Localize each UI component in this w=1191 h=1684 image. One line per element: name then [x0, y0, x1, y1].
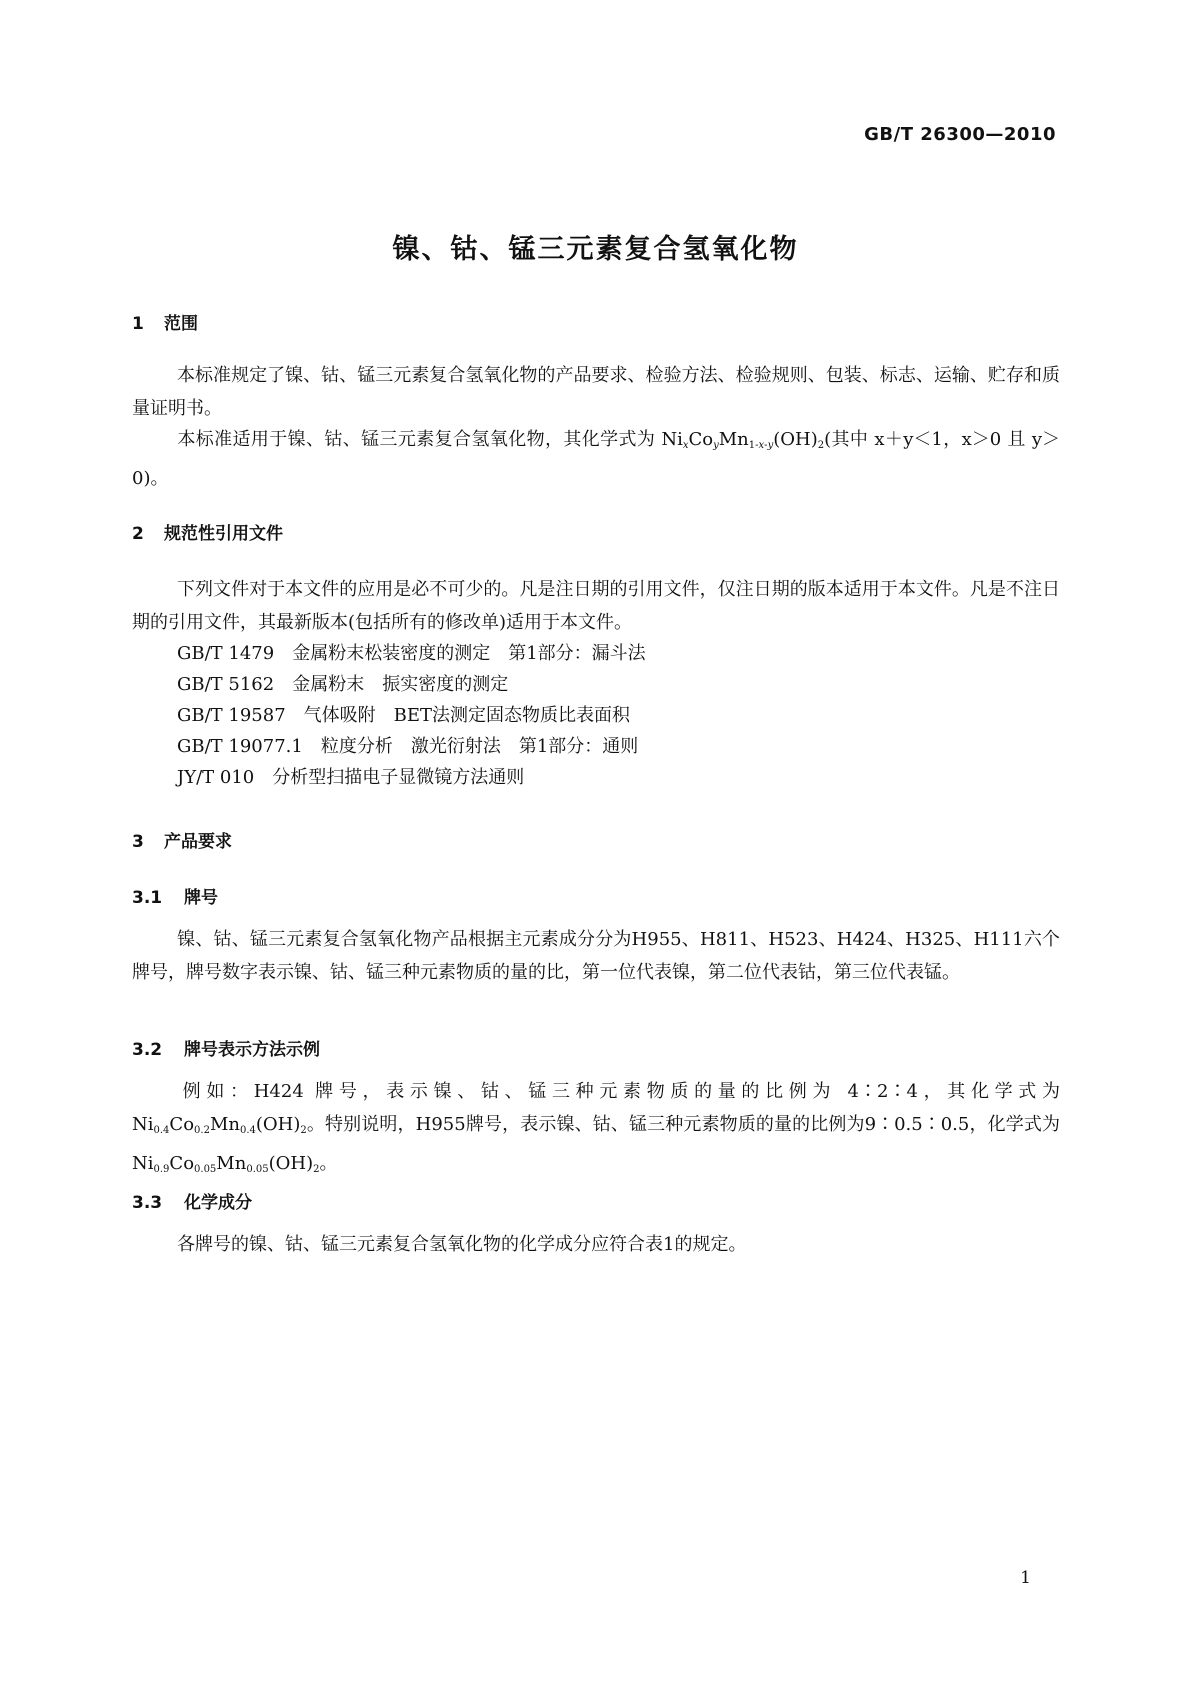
chemical-formula: $Ni_xCo_yMn_{1-x-y}(OH)_2$ [661, 429, 825, 451]
section-3-1-heading [132, 883, 218, 908]
section-number: 1 [132, 314, 144, 334]
section-number: 3.1 [132, 888, 163, 908]
section-3-heading [132, 827, 232, 852]
section-title: 范围 [164, 314, 198, 334]
section-title: 规范性引用文件 [164, 524, 283, 544]
chemical-formula-h955: $Ni_{0.9}Co_{0.05}Mn_{0.05}(OH)_2$ [132, 1153, 320, 1175]
reference-item: GB/T 1479 金属粉末松装密度的测定 第1部分：漏斗法 [177, 643, 646, 664]
section-1-heading [132, 309, 198, 334]
sec1-paragraph-1: 本标准规定了镍、钴、锰三元素复合氢氧化物的产品要求、检验方法、检验规则、包装、标志、运输、贮存和质量证明书。 [132, 365, 1060, 419]
section-title: 牌号 [184, 888, 218, 908]
sec3-1-paragraph: 镍、钴、锰三元素复合氢氧化物产品根据主元素成分分为H955、H811、H523、H424、H325、H111六个牌号，牌号数字表示镍、钴、锰三种元素物质的量的比，第一位代表镍，第二位代表钴，第三位代表锰。 [132, 929, 1060, 983]
section-3-2-heading [132, 1035, 320, 1060]
section-2-heading [132, 519, 283, 544]
sec3-2-paragraph: 例如：H424 牌号，表示镍、钴、锰三种元素物质的量的比例为 4∶2∶4，其化学式为 $Ni_{0.4}Co_{0.2}Mn_{0.4}(OH)_2$。特别说明，H955牌号，表示镍、钴、锰三种元素物质的量的比例为9∶0.5∶0.5，化学式为 $Ni_{0.9}Co_{0.05}Mn_{0.05}(OH)_2$。 [132, 1081, 1060, 1175]
section-title: 牌号表示方法示例 [184, 1040, 320, 1060]
section-title: 化学成分 [184, 1193, 252, 1213]
section-number: 3 [132, 832, 144, 852]
chemical-formula-h424: $Ni_{0.4}Co_{0.2}Mn_{0.4}(OH)_2$ [132, 1114, 307, 1136]
reference-item: JY/T 010 分析型扫描电子显微镜方法通则 [177, 767, 525, 788]
reference-item: GB/T 19077.1 粒度分析 激光衍射法 第1部分：通则 [177, 736, 639, 757]
page-number: 1 [1020, 1568, 1031, 1588]
reference-item: GB/T 19587 气体吸附 BET法测定固态物质比表面积 [177, 705, 631, 726]
section-title: 产品要求 [164, 832, 232, 852]
reference-item: GB/T 5162 金属粉末 振实密度的测定 [177, 674, 509, 695]
section-number: 3.2 [132, 1040, 163, 1060]
section-number: 2 [132, 524, 144, 544]
section-3-3-heading [132, 1188, 252, 1213]
sec3-3-paragraph: 各牌号的镍、钴、锰三元素复合氢氧化物的化学成分应符合表1的规定。 [177, 1234, 747, 1255]
document-title: 镍、钴、锰三元素复合氢氧化物 [392, 234, 799, 265]
section-number: 3.3 [132, 1193, 163, 1213]
standard-code: GB/T 26300—2010 [864, 124, 1056, 145]
sec1-paragraph-2: 本标准适用于镍、钴、锰三元素复合氢氧化物，其化学式为 $Ni_xCo_yMn_{1-x-y}(OH)_2$(其中 x＋y＜1，x＞0 且 y＞0)。 [132, 429, 1060, 489]
sec2-paragraph-1: 下列文件对于本文件的应用是必不可少的。凡是注日期的引用文件，仅注日期的版本适用于本文件。凡是不注日期的引用文件，其最新版本(包括所有的修改单)适用于本文件。 [132, 579, 1060, 633]
